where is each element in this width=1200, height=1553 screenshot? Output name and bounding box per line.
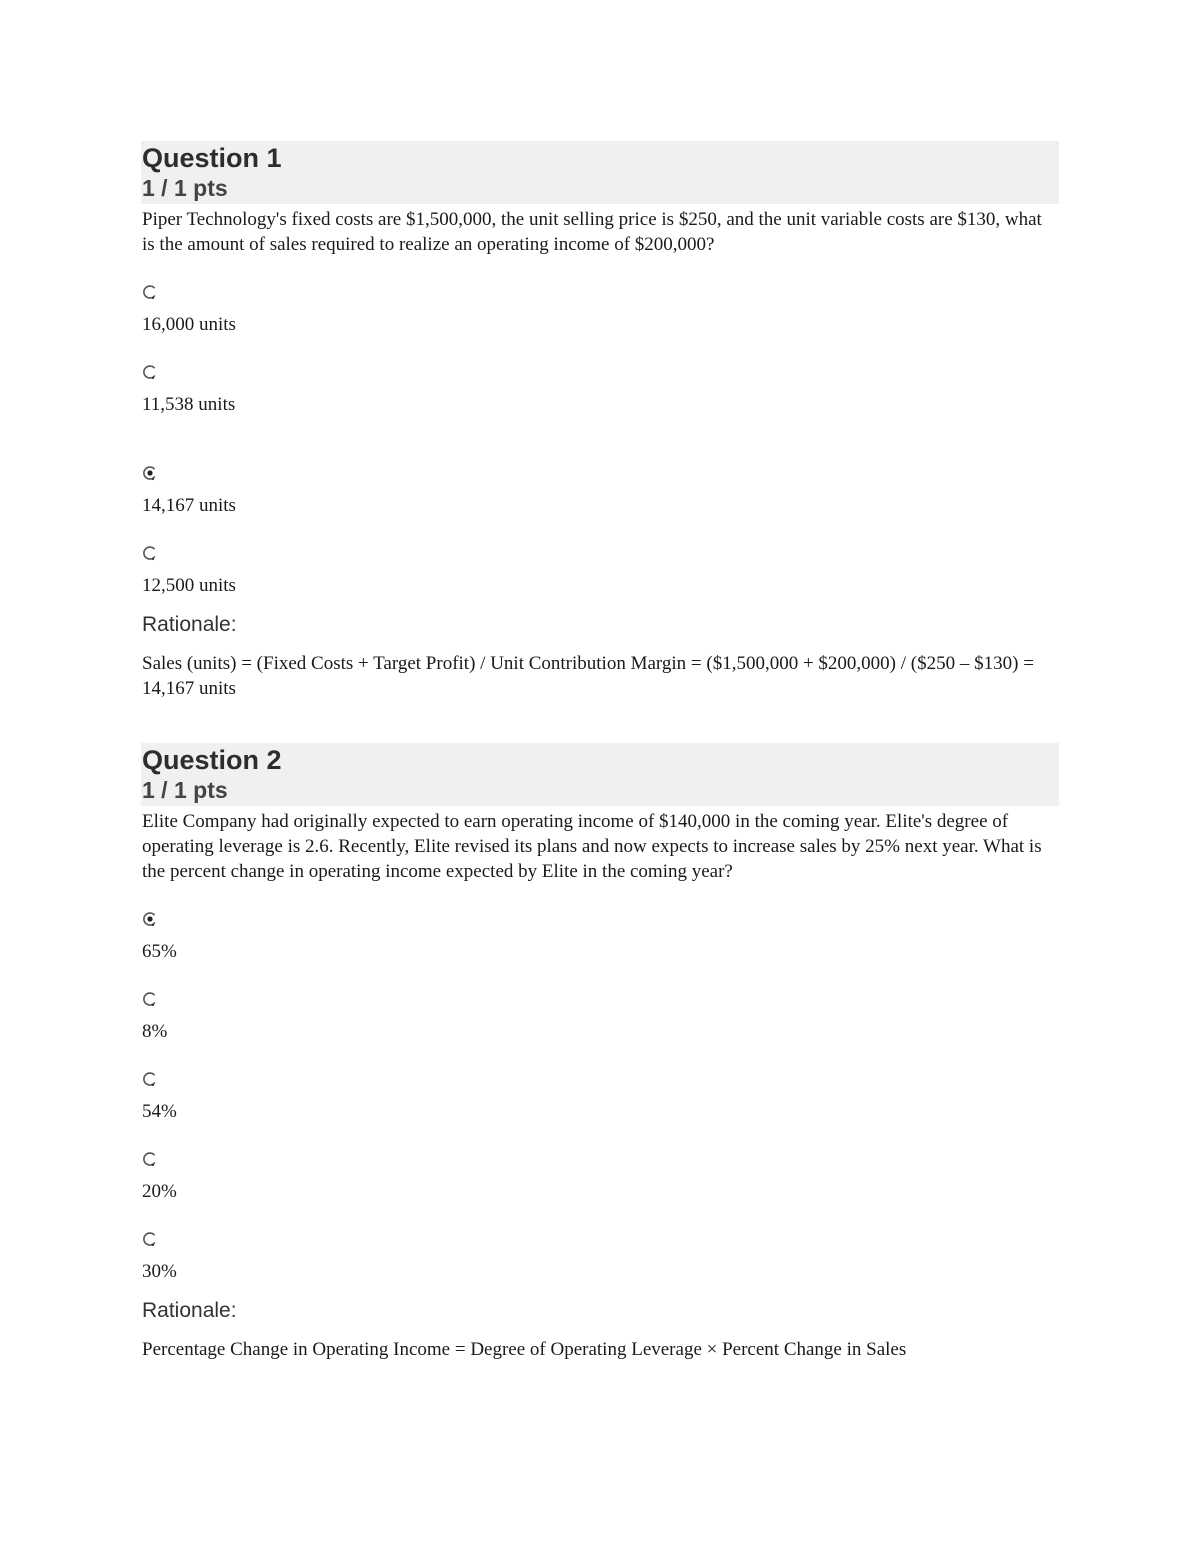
radio-unselected-icon[interactable] [142,1231,156,1245]
question-header [141,141,1059,204]
question-text: Elite Company had originally expected to earn operating income of $140,000 in the coming year. Elite's degree of operating leverage is 2.6. Recently, Elite revised its plans and now expects to increase sales by 25% next year. What is the percent change in operating income expected by Elite in the coming year? [142,811,1042,882]
question-1 [141,141,1059,701]
question-header [141,743,1059,806]
answer-label: 16,000 units [142,314,236,335]
question-2 [141,743,1059,1362]
answer-option[interactable] [142,991,1059,1044]
radio-selected-icon[interactable] [142,465,156,479]
answer-label: 12,500 units [142,575,236,596]
rationale-heading: Rationale: [142,613,237,636]
rationale-text: Sales (units) = (Fixed Costs + Target Profit) / Unit Contribution Margin = ($1,500,000 + $200,000) / ($250 – $130) = 14,167 units [142,653,1034,699]
quiz-results-page [141,141,1059,1362]
answer-label: 65% [142,941,177,962]
answer-option[interactable] [142,364,1059,417]
question-title: Question 2 [142,745,282,775]
answer-option-selected[interactable] [142,465,1059,518]
answer-option[interactable] [142,1231,1059,1284]
question-text: Piper Technology's fixed costs are $1,500,000, the unit selling price is $250, and the unit variable costs are $130, what is the amount of sales required to realize an operating income of $200,000? [142,209,1042,255]
answer-option[interactable] [142,1151,1059,1204]
answer-label: 14,167 units [142,495,236,516]
rationale-text: Percentage Change in Operating Income = Degree of Operating Leverage × Percent Change in Sales [142,1339,907,1360]
radio-selected-icon[interactable] [142,911,156,925]
question-points: 1 / 1 pts [142,777,228,803]
radio-unselected-icon[interactable] [142,364,156,378]
answer-label: 54% [142,1101,177,1122]
rationale-heading: Rationale: [142,1299,237,1322]
question-title: Question 1 [142,143,282,173]
answer-label: 11,538 units [142,394,236,415]
answer-label: 30% [142,1261,177,1282]
answer-option[interactable] [142,284,1059,337]
radio-unselected-icon[interactable] [142,1151,156,1165]
radio-unselected-icon[interactable] [142,545,156,559]
answer-option[interactable] [142,1071,1059,1124]
answer-option-selected[interactable] [142,911,1059,964]
answer-label: 8% [142,1021,168,1042]
radio-unselected-icon[interactable] [142,284,156,298]
question-points: 1 / 1 pts [142,175,228,201]
answer-option[interactable] [142,545,1059,598]
answer-label: 20% [142,1181,177,1202]
radio-unselected-icon[interactable] [142,1071,156,1085]
radio-unselected-icon[interactable] [142,991,156,1005]
